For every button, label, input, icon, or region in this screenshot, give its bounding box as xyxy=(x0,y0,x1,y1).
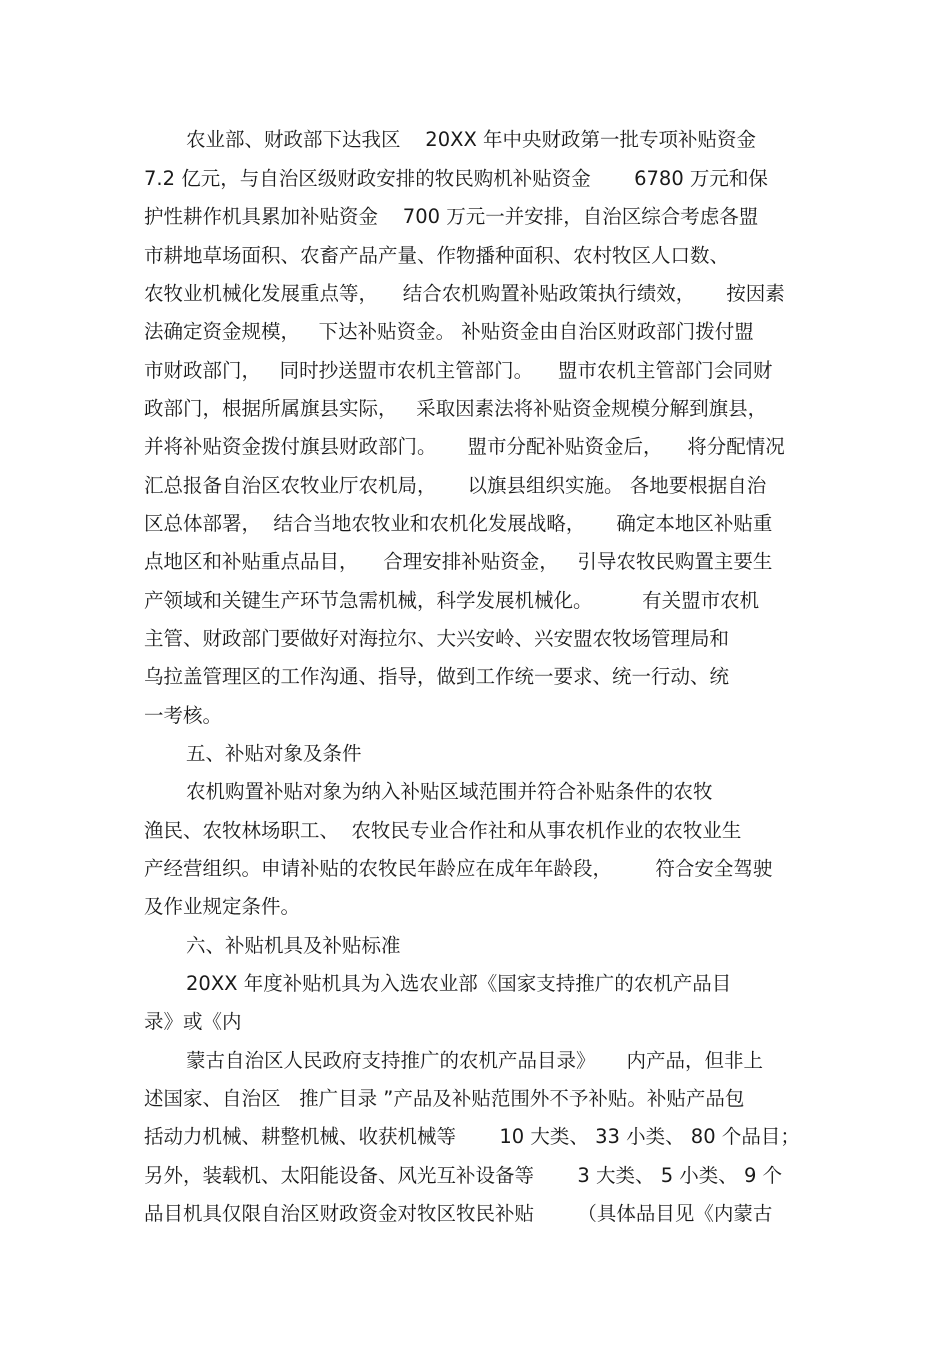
paragraph-line: 市耕地草场面积、农畜产品产量、作物播种面积、农村牧区人口数、 xyxy=(144,244,730,267)
paragraph-line: 市财政部门， 同时抄送盟市农机主管部门。 盟市农机主管部门会同财 xyxy=(144,359,773,382)
paragraph-line: 护性耕作机具累加补贴资金 700 万元一并安排，自治区综合考虑各盟 xyxy=(144,205,759,228)
paragraph-line: 农牧业机械化发展重点等， 结合农机购置补贴政策执行绩效， 按因素 xyxy=(144,282,785,305)
paragraph-line: 汇总报备自治区农牧业厅农机局， 以旗县组织实施。 各地要根据自治 xyxy=(144,474,767,497)
paragraph-line: 法确定资金规模， 下达补贴资金。 补贴资金由自治区财政部门拨付盟 xyxy=(144,320,754,343)
paragraph-line: 一考核。 xyxy=(144,704,223,727)
paragraph-line: 述国家、自治区 推广目录 ”产品及补贴范围外不予补贴。补贴产品包 xyxy=(144,1087,745,1110)
section-heading: 五、补贴对象及条件 xyxy=(186,742,362,765)
paragraph-line: 乌拉盖管理区的工作沟通、指导，做到工作统一要求、统一行动、统 xyxy=(144,665,730,688)
paragraph-line: 7.2 亿元，与自治区级财政安排的牧民购机补贴资金 6780 万元和保 xyxy=(144,167,768,190)
paragraph-line: 产领域和关键生产环节急需机械，科学发展机械化。 有关盟市农机 xyxy=(144,589,760,612)
paragraph-line: 另外，装载机、太阳能设备、风光互补设备等 3 大类、 5 小类、 9 个 xyxy=(144,1164,783,1187)
paragraph-line: 及作业规定条件。 xyxy=(144,895,301,918)
paragraph-line: 产经营组织。申请补贴的农牧民年龄应在成年年龄段， 符合安全驾驶 xyxy=(144,857,773,880)
paragraph-line: 括动力机械、耕整机械、收获机械等 10 大类、 33 小类、 80 个品目； xyxy=(144,1125,800,1148)
paragraph-line: 录》或《内 xyxy=(144,1010,242,1033)
paragraph-line: 品目机具仅限自治区财政资金对牧区牧民补贴 （具体品目见《内蒙古 xyxy=(144,1202,773,1225)
paragraph-line: 并将补贴资金拨付旗县财政部门。 盟市分配补贴资金后， 将分配情况 xyxy=(144,435,785,458)
paragraph-line: 农业部、财政部下达我区 20XX 年中央财政第一批专项补贴资金 xyxy=(186,128,757,151)
paragraph-line: 20XX 年度补贴机具为入选农业部《国家支持推广的农机产品目 xyxy=(186,972,732,995)
paragraph-line: 蒙古自治区人民政府支持推广的农机产品目录》 内产品，但非上 xyxy=(186,1049,763,1072)
paragraph-line: 主管、财政部门要做好对海拉尔、大兴安岭、兴安盟农牧场管理局和 xyxy=(144,627,730,650)
paragraph-line: 点地区和补贴重点品目， 合理安排补贴资金， 引导农牧民购置主要生 xyxy=(144,550,773,573)
paragraph-line: 区总体部署， 结合当地农牧业和农机化发展战略， 确定本地区补贴重 xyxy=(144,512,773,535)
paragraph-line: 政部门，根据所属旗县实际， 采取因素法将补贴资金规模分解到旗县， xyxy=(144,397,768,420)
paragraph-line: 农机购置补贴对象为纳入补贴区域范围并符合补贴条件的农牧 xyxy=(186,780,713,803)
section-heading: 六、补贴机具及补贴标准 xyxy=(186,934,401,957)
paragraph-line: 渔民、农牧林场职工、 农牧民专业合作社和从事农机作业的农牧业生 xyxy=(144,819,742,842)
